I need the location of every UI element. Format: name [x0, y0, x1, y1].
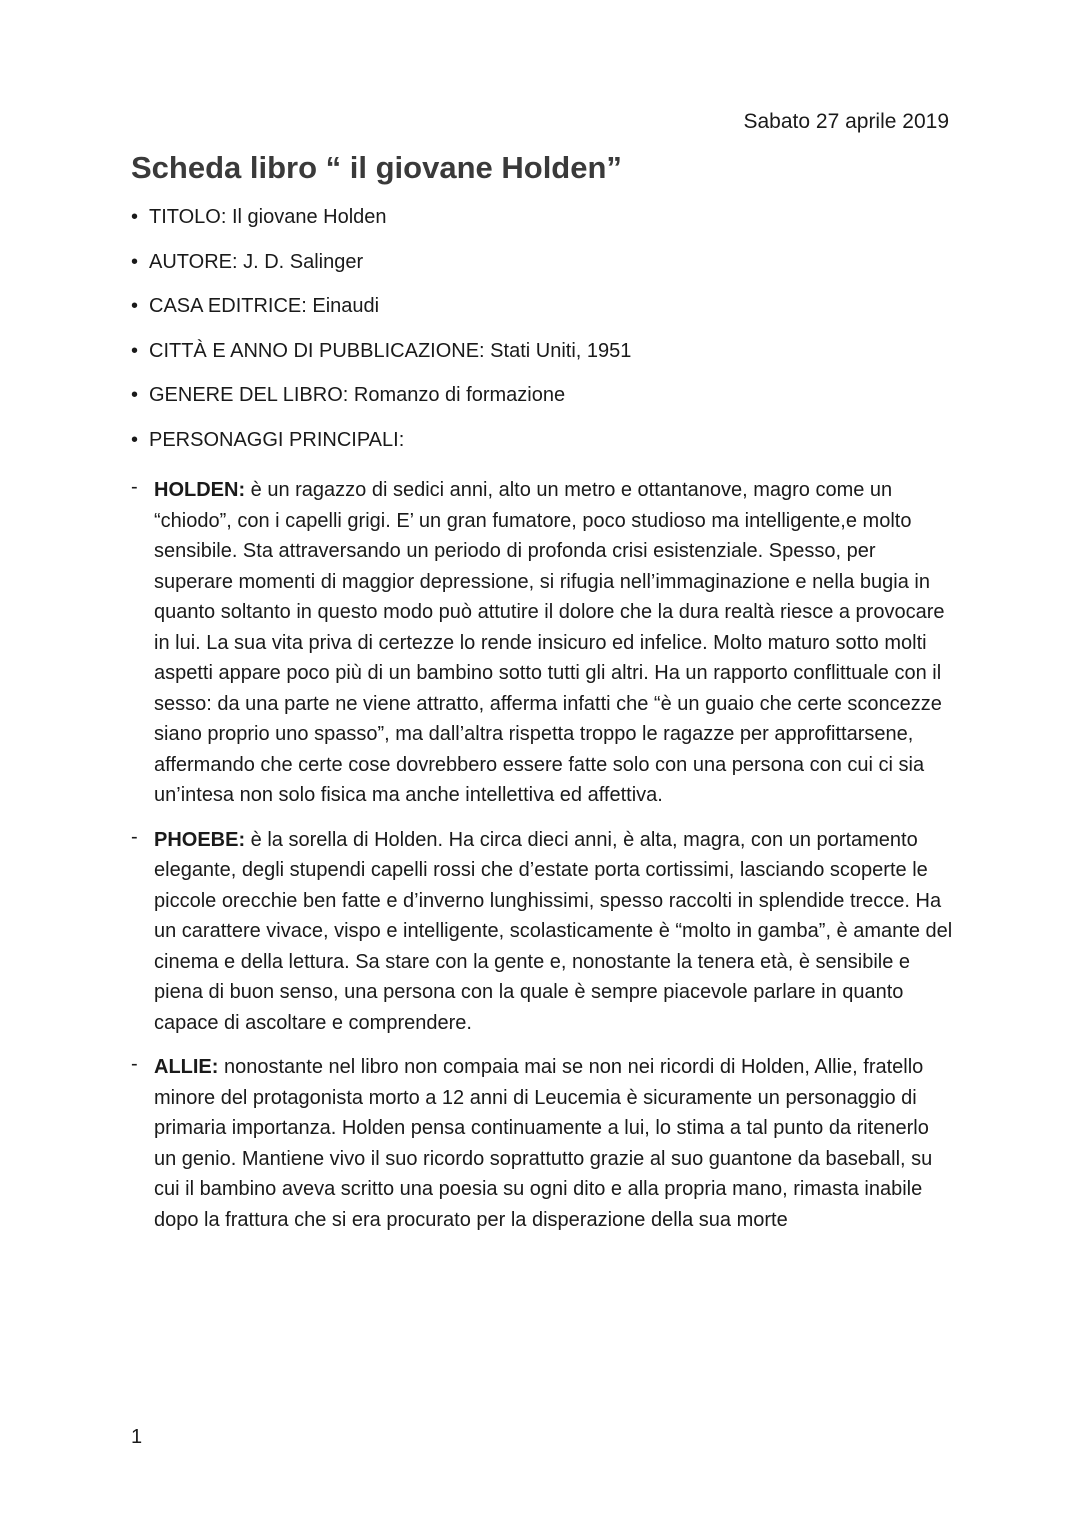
character-name: HOLDEN:: [154, 479, 246, 501]
info-item-title: [131, 203, 951, 231]
character-description: nonostante nel libro non compaia mai se non nei ricordi di Holden, Allie, fratello minore del protagonista morto a 12 anni di Leucemia è sicuramente un personaggio di primaria importanza. Holden pensa continuamente a lui, lo stima a tal punto da ritenerlo un genio. Mantiene vivo il suo ricordo soprattutto grazie al suo guantone da baseball, su cui il bambino aveva scritto una poesia su ogni dito e alla propria mano, rimasta inabile dopo la frattura che si era procurato per la disperazione della sua morte: [154, 1056, 933, 1231]
character-description: è un ragazzo di sedici anni, alto un metro e ottantanove, magro come un “chiodo”, con i capelli grigi. E’ un gran fumatore, poco studioso ma intelligente,e molto sensibile. Sta attraversando un periodo di profonda crisi esistenziale. Spesso, per superare momenti di maggior depressione, si rifugia nell’immaginazione e nella bugia in quanto soltanto in questo modo può attutire il dolore che la dura realtà riesce a provocare in lui. La sua vita priva di certezze lo rende insicuro ed infelice. Molto maturo sotto molti aspetti appare poco più di un bambino sotto tutti gli altri. Ha un rapporto conflittuale con il sesso: da una parte ne viene attratto, afferma infatti che “è un guaio che certe sconcezze siano proprio uno spasso”, ma dall’altra rispetta troppo le ragazze per approfittarsene, affermando che certe cose dovrebbero essere fatte solo con una persona con cui ci sia un’intesa non solo fisica ma anche intellettiva ed affettiva.: [154, 479, 945, 806]
bullet-icon: •: [131, 206, 139, 228]
info-item-author: [131, 248, 951, 276]
dash-marker: -: [131, 825, 138, 848]
bullet-icon: •: [131, 339, 139, 362]
info-item-text: TITOLO: Il giovane Holden: [149, 206, 387, 228]
dash-marker: -: [131, 476, 138, 498]
character-allie: [131, 1052, 953, 1235]
character-description: è la sorella di Holden. Ha circa dieci anni, è alta, magra, con un portamento elegante, degli stupendi capelli rossi che d’estate porta cortissimi, lasciando scoperte le piccole orecchie ben fatte e d’inverno lunghissimi, spesso raccolti in splendide trecce. Ha un carattere vivace, vispo e intelligente, scolasticamente è “molto in gamba”, è amante del cinema e della lettura. Sa stare con la gente e, nonostante la tenera età, è sensibile e piena di buon senso, una persona con la quale è sempre piacevole parlare in quanto capace di ascoltare e comprendere.: [154, 828, 953, 1034]
bullet-icon: •: [131, 250, 139, 273]
info-item-text: AUTORE: J. D. Salinger: [149, 250, 364, 273]
book-info-list: [131, 203, 951, 471]
info-item-text: CITTÀ E ANNO DI PUBBLICAZIONE: Stati Uniti, 1951: [149, 339, 632, 362]
document-title: Scheda libro “ il giovane Holden”: [131, 150, 622, 185]
info-item-text: GENERE DEL LIBRO: Romanzo di formazione: [149, 384, 566, 407]
character-name: PHOEBE:: [154, 828, 246, 851]
info-item-text: CASA EDITRICE: Einaudi: [149, 295, 380, 318]
info-item-text: PERSONAGGI PRINCIPALI:: [149, 428, 405, 451]
bullet-icon: •: [131, 428, 139, 451]
info-item-publication: [131, 337, 951, 365]
character-holden: [131, 475, 953, 811]
bullet-icon: •: [131, 384, 139, 407]
characters-list: [131, 475, 953, 1249]
info-item-publisher: [131, 292, 951, 320]
bullet-icon: •: [131, 295, 139, 318]
character-name: ALLIE:: [154, 1056, 219, 1078]
info-item-characters: [131, 426, 951, 454]
page-number: 1: [131, 1426, 143, 1448]
document-date: Sabato 27 aprile 2019: [743, 110, 949, 133]
dash-marker: -: [131, 1053, 138, 1075]
character-phoebe: [131, 825, 953, 1039]
info-item-genre: [131, 381, 951, 409]
